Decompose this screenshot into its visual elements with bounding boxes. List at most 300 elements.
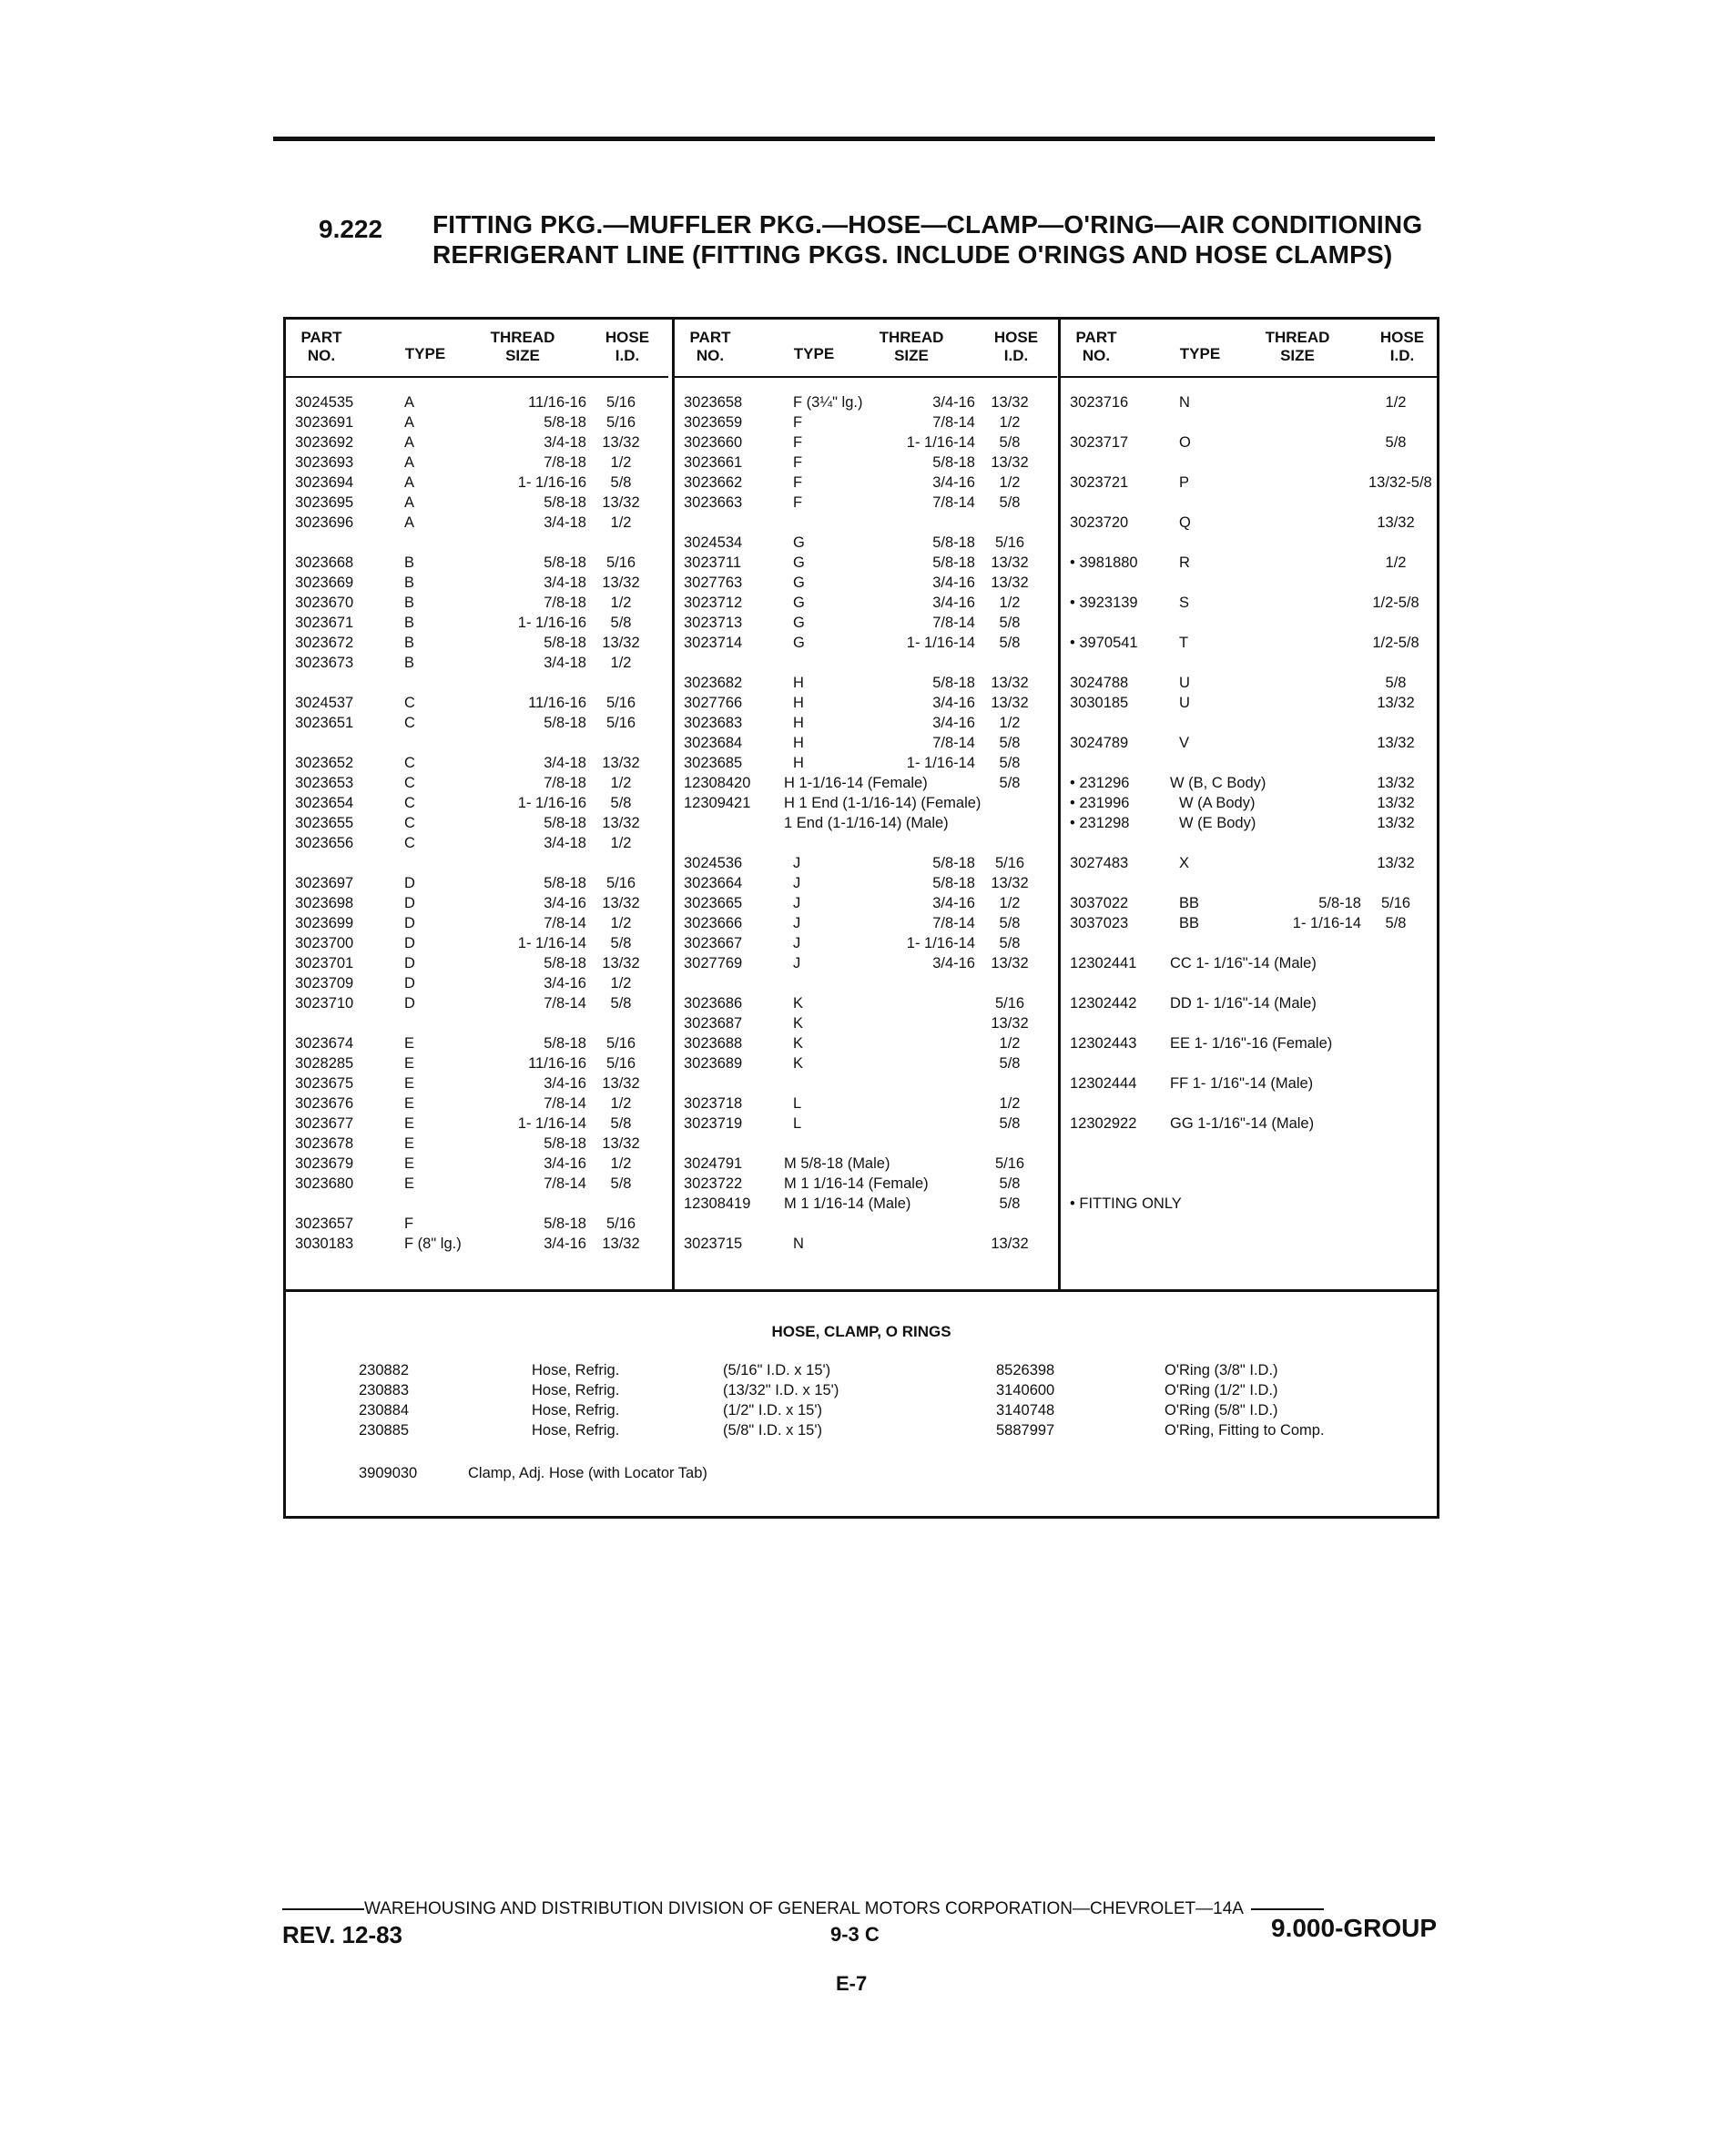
table-row [1061,893,1439,913]
table-row [1061,993,1439,1013]
cell-type: G [793,635,805,651]
table-row [286,1033,668,1053]
cell-part: 3023676 [295,1095,354,1112]
cell-part: 3023699 [295,915,354,931]
row-spacer [286,673,668,693]
cell-hose: 5/16 [994,855,1025,871]
cell-thread: 5/8-18 [544,715,586,731]
table-row [675,713,1057,733]
hose-cell: Hose, Refrig. [532,1382,620,1398]
table-row [675,993,1057,1013]
row-spacer [1061,1154,1439,1174]
cell-thread: 3/4-16 [932,695,975,711]
top-rule [273,137,1435,141]
header-type: TYPE [404,345,446,362]
cell-type: F [793,434,803,451]
cell-hose: 13/32 [1377,735,1415,751]
table-row [675,1114,1057,1134]
table-row [286,773,668,793]
header-thread: THREAD SIZE [879,329,944,364]
cell-hose: 1/2 [610,1095,632,1112]
cell-thread: 1- 1/16-14 [517,935,586,951]
table-row [286,813,668,833]
row-spacer [675,1214,1057,1234]
table-row [1061,913,1439,933]
table-row [286,593,668,613]
cell-type: P [1179,474,1190,491]
cell-type: C [404,815,415,831]
cell-thread: 3/4-16 [932,595,975,611]
cell-part: 3023696 [295,514,354,531]
cell-type: C [404,715,415,731]
row-spacer [1061,973,1439,993]
cell-type: H 1 End (1-1/16-14) (Female) [784,795,982,811]
cell-type: B [404,655,415,671]
cell-hose: 5/8 [610,615,632,631]
cell-hose: 5/16 [605,875,636,891]
table-row [1061,553,1439,573]
table-row [675,1053,1057,1073]
cell-part: 3023692 [295,434,354,451]
cell-type: X [1179,855,1190,871]
cell-type: G [793,554,805,571]
header-part: PART NO. [300,329,342,364]
header-type: TYPE [1179,345,1221,362]
cell-type: E [404,1055,415,1072]
cell-thread: 1- 1/16-14 [906,935,975,951]
table-row [1061,633,1439,653]
cell-hose: 5/8 [1385,434,1407,451]
cell-hose: 1/2 [610,915,632,931]
header-hose: HOSE I.D. [993,329,1039,364]
cell-hose: 13/32-5/8 [1368,474,1432,491]
cell-type: C [404,835,415,851]
cell-part: • 231996 [1070,795,1130,811]
cell-type: H [793,695,804,711]
cell-part: 12302442 [1070,995,1137,1012]
cell-type: B [404,595,415,611]
cell-thread: 5/8-18 [544,955,586,971]
cell-type: W (A Body) [1179,795,1256,811]
cell-part: 3023701 [295,955,354,971]
cell-type: U [1179,675,1190,691]
cell-hose: 13/32 [991,1015,1029,1032]
cell-hose: 5/16 [605,1055,636,1072]
cell-part: 3023712 [684,595,743,611]
cell-part: 3023680 [295,1175,354,1192]
table-row [675,473,1057,493]
cell-part: 3023722 [684,1175,743,1192]
hose-cell: O'Ring, Fitting to Comp. [1165,1422,1325,1439]
cell-hose: 5/8 [999,635,1021,651]
cell-thread: 5/8-18 [544,875,586,891]
cell-part: 3023678 [295,1135,354,1152]
cell-part: 3023666 [684,915,743,931]
clamp-part: 3909030 [359,1465,418,1481]
table-row [675,392,1057,412]
hose-cell: 8526398 [996,1362,1055,1378]
cell-part: 3023714 [684,635,743,651]
cell-thread: 7/8-14 [544,1095,586,1112]
cell-part: • FITTING ONLY [1070,1195,1182,1212]
table-row [675,673,1057,693]
row-spacer [1061,873,1439,893]
cell-hose: 1/2 [1385,554,1407,571]
cell-type: J [793,935,801,951]
cell-hose: 5/16 [605,695,636,711]
parts-column-2 [672,320,1057,1289]
cell-type: FF 1- 1/16"-14 (Male) [1170,1075,1314,1092]
row-spacer [675,653,1057,673]
cell-hose: 1/2 [610,595,632,611]
cell-part: 3023657 [295,1215,354,1232]
table-row [675,953,1057,973]
cell-part: 3023654 [295,795,354,811]
cell-type: H [793,755,804,771]
table-row [286,453,668,473]
table-row [675,893,1057,913]
cell-type: H 1-1/16-14 (Female) [784,775,928,791]
cell-part: 3027769 [684,955,743,971]
hose-cell: O'Ring (1/2" I.D.) [1165,1382,1278,1398]
cell-type: G [793,615,805,631]
table-row [286,412,668,432]
cell-type: L [793,1095,802,1112]
hose-cell: 230883 [359,1382,410,1398]
table-row [286,432,668,453]
cell-thread: 5/8-18 [932,855,975,871]
cell-thread: 5/8-18 [544,1035,586,1052]
table-row [1061,1033,1439,1053]
table-row [675,853,1057,873]
cell-thread: 3/4-16 [932,715,975,731]
table-row [286,913,668,933]
row-spacer [1061,713,1439,733]
cell-part: 3023652 [295,755,354,771]
cell-type: F (3¼" lg.) [793,394,863,411]
table-row [675,533,1057,553]
cell-part: 3024537 [295,695,354,711]
cell-part: 3024535 [295,394,354,411]
cell-part: 3023672 [295,635,354,651]
cell-hose: 5/8 [610,935,632,951]
table-row [675,633,1057,653]
row-spacer [1061,412,1439,432]
cell-part: 3024534 [684,534,743,551]
hose-cell: (5/16" I.D. x 15') [723,1362,831,1378]
cell-part: 12302922 [1070,1115,1137,1132]
cell-type: J [793,955,801,971]
table-row [286,1174,668,1194]
cell-type: B [404,554,415,571]
cell-type: M 5/8-18 (Male) [784,1155,890,1172]
cell-type: E [404,1115,415,1132]
cell-thread: 1- 1/16-16 [517,795,586,811]
cell-thread: 3/4-16 [544,1075,586,1092]
cell-hose: 13/32 [602,895,640,911]
cell-type: D [404,935,415,951]
cell-hose: 1/2 [999,715,1021,731]
table-row [286,793,668,813]
cell-part: 3023663 [684,494,743,511]
cell-type: K [793,1055,804,1072]
cell-type: CC 1- 1/16"-14 (Male) [1170,955,1317,971]
table-row [1061,473,1439,493]
hose-cell: (13/32" I.D. x 15') [723,1382,839,1398]
table-row [1061,1073,1439,1093]
cell-hose: 13/32 [991,454,1029,471]
cell-part: 3023675 [295,1075,354,1092]
table-row [675,753,1057,773]
table-row [1061,773,1439,793]
cell-thread: 3/4-18 [544,434,586,451]
cell-thread: 5/8-18 [932,534,975,551]
cell-thread: 7/8-18 [544,454,586,471]
cell-type: D [404,975,415,992]
cell-thread: 3/4-16 [932,895,975,911]
cell-hose: 1/2 [610,454,632,471]
table-row [286,833,668,853]
cell-type: C [404,755,415,771]
cell-part: 3030185 [1070,695,1129,711]
hose-cell: 230884 [359,1402,410,1419]
cell-thread: 7/8-14 [932,615,975,631]
cell-thread: 3/4-18 [544,575,586,591]
table-row [286,493,668,513]
cell-thread: 5/8-18 [544,494,586,511]
table-row [286,633,668,653]
row-spacer [675,1134,1057,1154]
row-spacer [1061,1013,1439,1033]
cell-hose: 1/2 [999,474,1021,491]
cell-part: 3023721 [1070,474,1129,491]
table-row [1061,593,1439,613]
cell-part: • 231298 [1070,815,1130,831]
cell-type: W (B, C Body) [1170,775,1266,791]
hose-cell: 230882 [359,1362,410,1378]
cell-type: Q [1179,514,1191,531]
header-part: PART NO. [689,329,731,364]
cell-hose: 5/8 [999,755,1021,771]
table-row [286,573,668,593]
cell-thread: 5/8-18 [544,414,586,431]
cell-thread: 11/16-16 [528,695,586,711]
table-row [1061,853,1439,873]
table-row [286,993,668,1013]
cell-hose: 5/16 [605,414,636,431]
cell-thread: 5/8-18 [544,815,586,831]
cell-part: 3023659 [684,414,743,431]
hose-cell: Hose, Refrig. [532,1402,620,1419]
cell-thread: 1- 1/16-14 [517,1115,586,1132]
cell-hose: 13/32 [1377,775,1415,791]
cell-part: 3023660 [684,434,743,451]
cell-hose: 5/8 [999,1175,1021,1192]
cell-hose: 1/2 [999,895,1021,911]
cell-part: 3023715 [684,1236,743,1252]
cell-thread: 5/8-18 [544,1215,586,1232]
cell-hose: 1/2 [999,595,1021,611]
cell-hose: 5/8 [610,795,632,811]
table-row [286,653,668,673]
cell-part: • 231296 [1070,775,1130,791]
cell-part: 3037022 [1070,895,1129,911]
cell-type: F [793,474,803,491]
table-row [1061,793,1439,813]
cell-hose: 13/32 [1377,795,1415,811]
section-number: 9.222 [319,215,383,243]
cell-type: A [404,434,415,451]
cell-hose: 5/8 [610,474,632,491]
cell-thread: 1- 1/16-14 [906,755,975,771]
cell-part: 3023710 [295,995,354,1012]
cell-hose: 1/2 [610,775,632,791]
cell-part: 3023700 [295,935,354,951]
table-row [286,873,668,893]
cell-part: 12308420 [684,775,751,791]
table-row [675,1093,1057,1114]
cell-part: 3023661 [684,454,743,471]
row-spacer [1061,1053,1439,1073]
parts-column-1 [286,320,668,1289]
cell-hose: 13/32 [602,635,640,651]
cell-thread: 5/8-18 [932,554,975,571]
header-thread: THREAD SIZE [1265,329,1330,364]
table-row [675,1194,1057,1214]
cell-part: 3023658 [684,394,743,411]
parts-column-3 [1058,320,1439,1289]
table-row [675,1013,1057,1033]
cell-part: 3023711 [684,554,742,571]
cell-type: D [404,915,415,931]
cell-type: B [404,615,415,631]
table-row [286,973,668,993]
table-row [286,513,668,533]
table-row [286,1234,668,1254]
cell-type: A [404,454,415,471]
table-row [286,1154,668,1174]
cell-thread: 3/4-16 [544,975,586,992]
header-type: TYPE [793,345,835,362]
cell-hose: 1/2 [610,835,632,851]
row-spacer [675,833,1057,853]
cell-thread: 7/8-14 [544,1175,586,1192]
cell-type: V [1179,735,1190,751]
cell-hose: 5/8 [999,434,1021,451]
footer-division-text: WAREHOUSING AND DISTRIBUTION DIVISION OF GENERAL MOTORS CORPORATION—CHEVROLET—14A [364,1899,1244,1918]
cell-type: S [1179,595,1190,611]
cell-type: F [404,1215,414,1232]
cell-hose: 5/8 [610,995,632,1012]
cell-type: F (8" lg.) [404,1236,462,1252]
cell-part: 3023683 [684,715,743,731]
cell-part: 3023695 [295,494,354,511]
cell-part: 3023673 [295,655,354,671]
cell-thread: 3/4-18 [544,755,586,771]
cell-thread: 11/16-16 [528,394,586,411]
cell-part: 3023668 [295,554,354,571]
cell-type: D [404,995,415,1012]
row-spacer [1061,933,1439,953]
cell-type: F [793,454,803,471]
header-part: PART NO. [1075,329,1117,364]
cell-part: 3023688 [684,1035,743,1052]
cell-part: 3024791 [684,1155,743,1172]
cell-part: • 3970541 [1070,635,1138,651]
cell-part: 3023693 [295,454,354,471]
cell-part: 3023664 [684,875,743,891]
cell-part: 3023653 [295,775,354,791]
table-row [1061,733,1439,753]
row-spacer [286,1194,668,1214]
table-row [286,613,668,633]
cell-type: EE 1- 1/16"-16 (Female) [1170,1035,1333,1052]
row-spacer [286,533,668,553]
table-row [1061,813,1439,833]
cell-part: 12302441 [1070,955,1137,971]
cell-type: G [793,595,805,611]
cell-thread: 7/8-18 [544,775,586,791]
cell-hose: 13/32 [1377,695,1415,711]
cell-thread: 5/8-18 [544,635,586,651]
cell-hose: 5/8 [1385,675,1407,691]
cell-hose: 13/32 [991,394,1029,411]
cell-hose: 13/32 [1377,514,1415,531]
cell-thread: 7/8-18 [544,595,586,611]
cell-hose: 5/8 [999,775,1021,791]
row-spacer [286,853,668,873]
cell-type: E [404,1175,415,1192]
hose-cell: (5/8" I.D. x 15') [723,1422,822,1439]
cell-part: 3023679 [295,1155,354,1172]
section-title: FITTING PKG.—MUFFLER PKG.—HOSE—CLAMP—O'RING—AIR CONDITIONING REFRIGERANT LINE (FITTING PKGS. INCLUDE O'RINGS AND HOSE CLAMPS) [432,210,1423,269]
table-row [675,873,1057,893]
hose-cell: 3140748 [996,1402,1055,1419]
table-row [675,793,1057,813]
cell-type: G [793,575,805,591]
cell-type: 1 End (1-1/16-14) (Male) [784,815,949,831]
cell-thread: 1- 1/16-14 [906,434,975,451]
cell-part: 12302444 [1070,1075,1137,1092]
cell-part: 3024536 [684,855,743,871]
cell-type: D [404,875,415,891]
cell-hose: 1/2 [610,1155,632,1172]
cell-type: A [404,474,415,491]
group-label: 9.000-GROUP [1271,1914,1438,1942]
table-row [675,1234,1057,1254]
table-row [1061,432,1439,453]
cell-part: 3027763 [684,575,743,591]
cell-hose: 1/2 [610,514,632,531]
table-row [675,1033,1057,1053]
revision-label: REV. 12-83 [282,1921,403,1948]
cell-hose: 13/32 [602,815,640,831]
cell-part: 3027766 [684,695,743,711]
cell-hose: 5/8 [999,615,1021,631]
hose-cell: Hose, Refrig. [532,1362,620,1378]
hose-section-title: HOSE, CLAMP, O RINGS [771,1323,951,1340]
table-row [286,1053,668,1073]
cell-part: 3023669 [295,575,354,591]
row-spacer [1061,653,1439,673]
cell-type: F [793,414,803,431]
cell-part: 3023717 [1070,434,1129,451]
table-row [675,553,1057,573]
cell-hose: 5/16 [994,995,1025,1012]
table-row [675,1174,1057,1194]
cell-hose: 13/32 [602,955,640,971]
cell-type: K [793,1015,804,1032]
